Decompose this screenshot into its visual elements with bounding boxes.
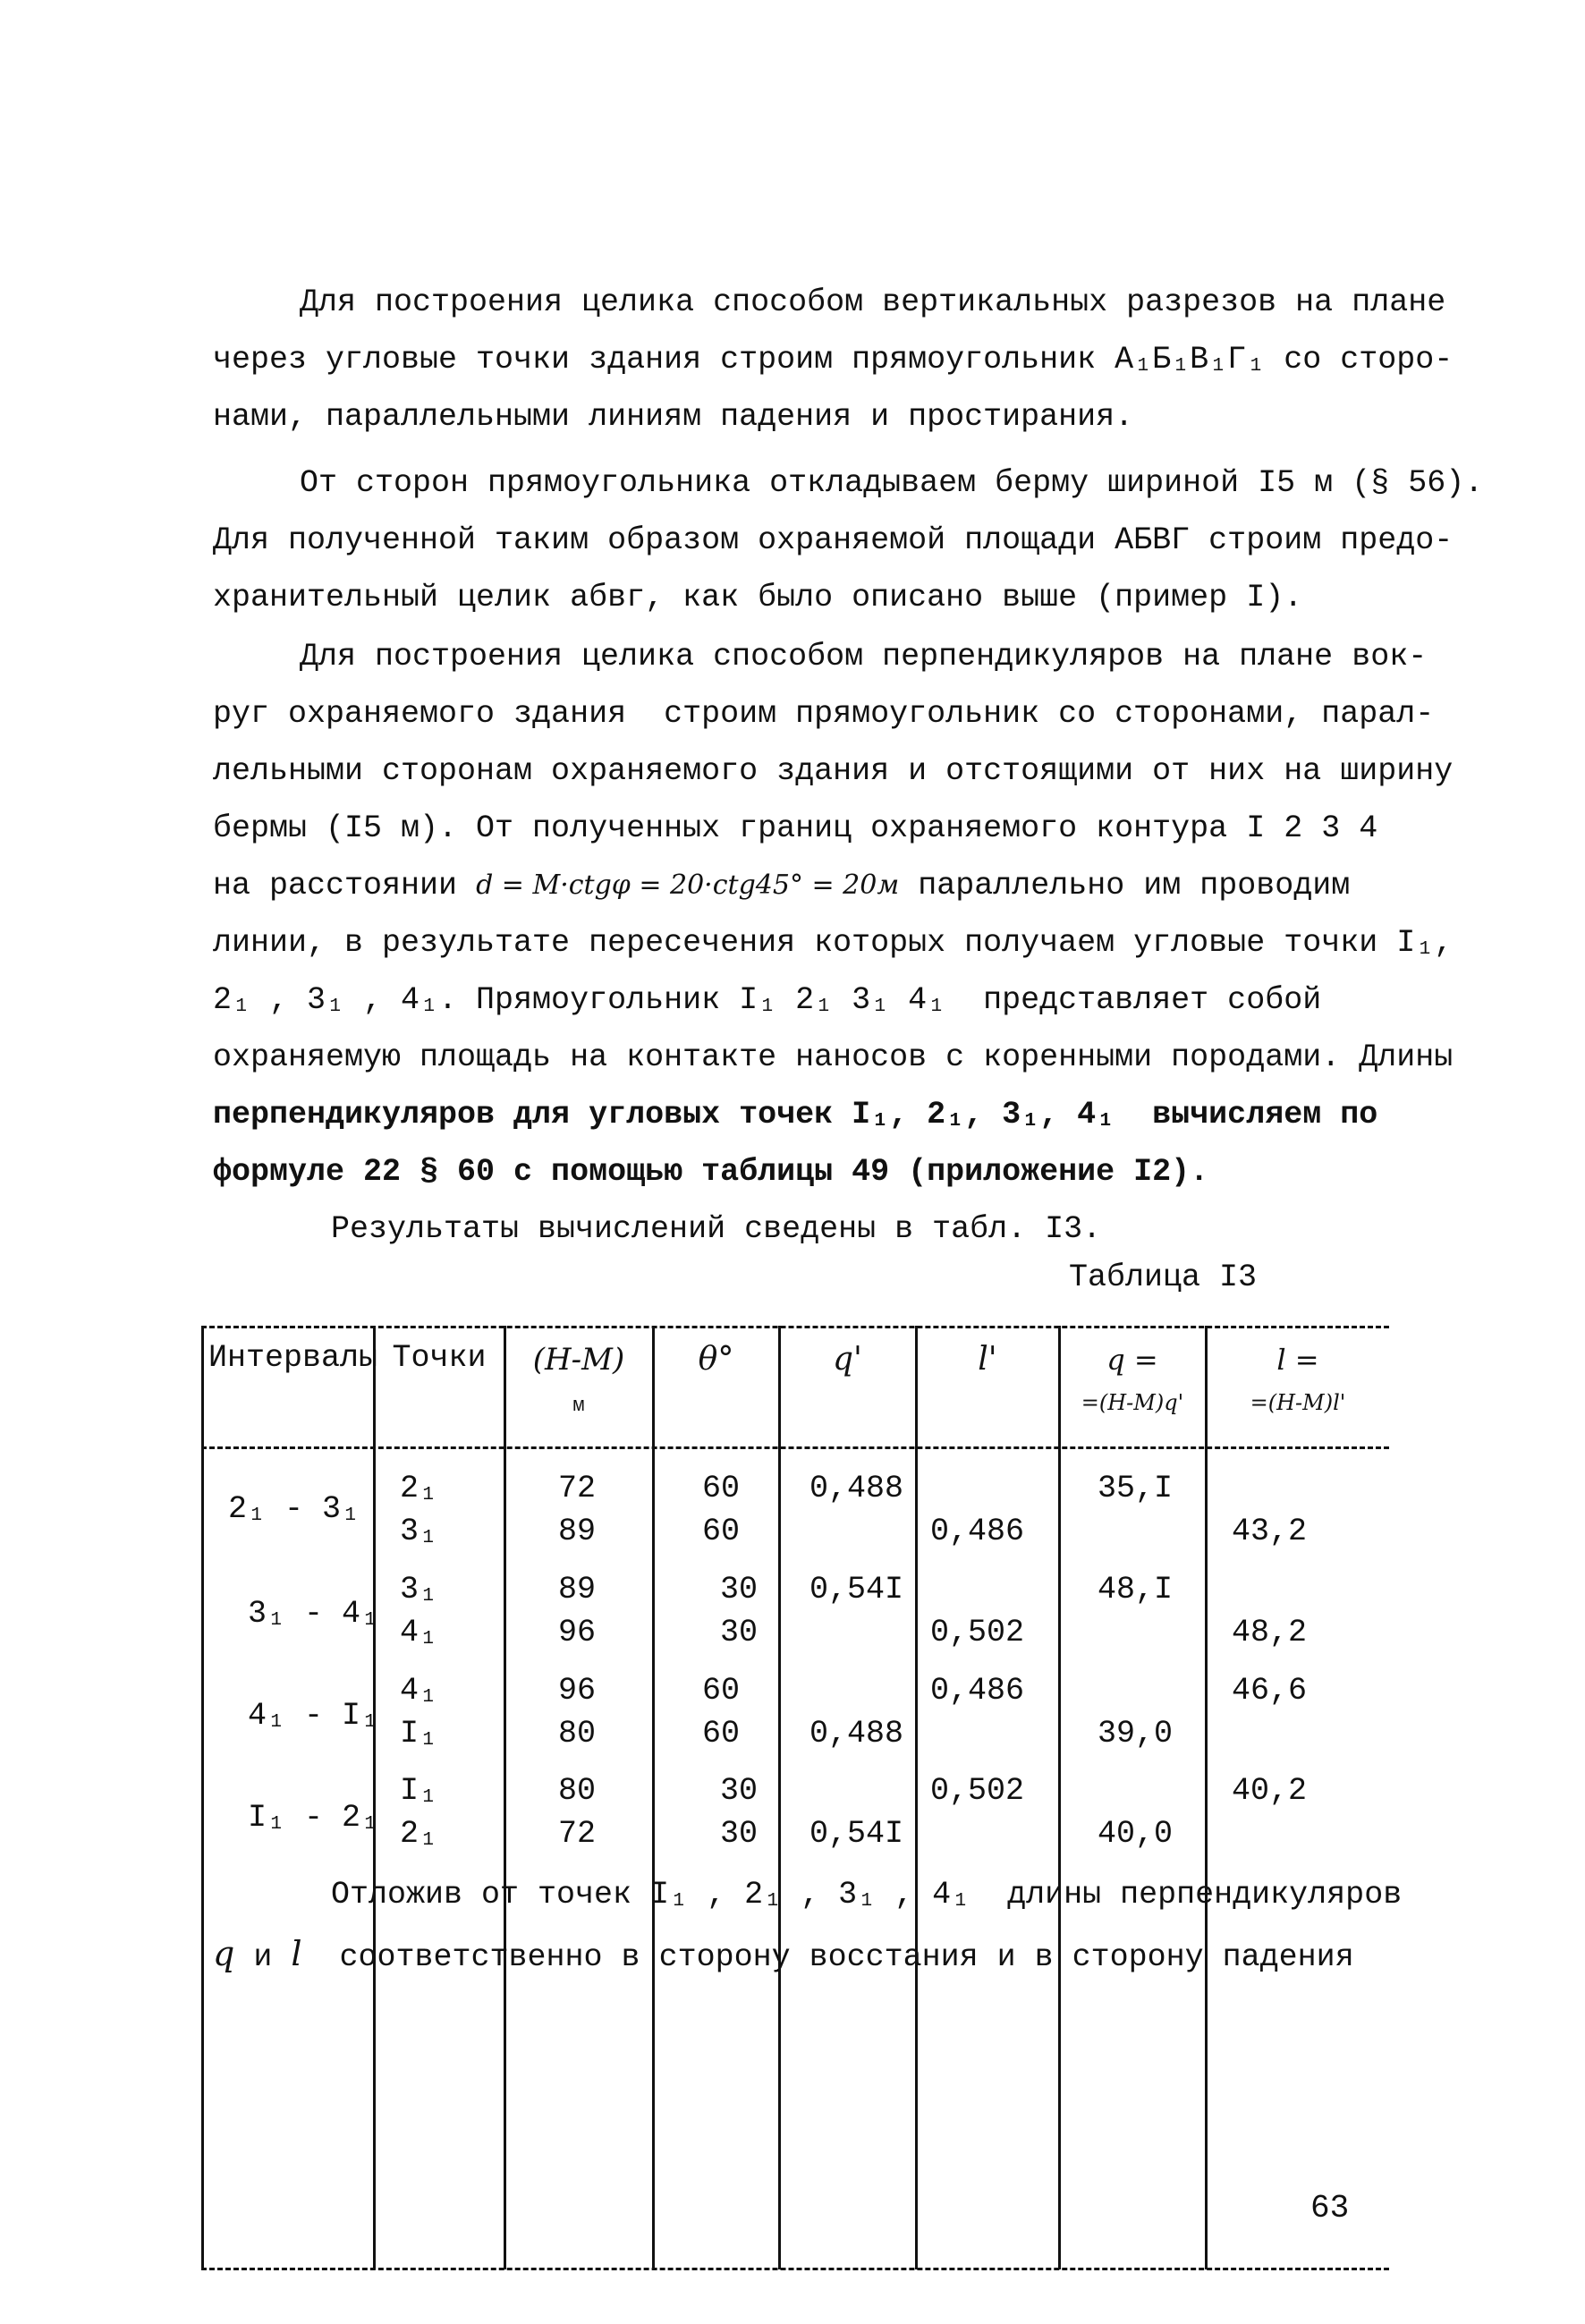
paragraph-3-line-4: бермы (I5 м). От полученных границ охраняемого контура I 2 3 4	[213, 810, 1378, 846]
header-l-formula-top: l =	[1276, 1343, 1319, 1377]
interval-cell: 2₁ - 3₁	[228, 1491, 360, 1527]
hm-cell: 96	[557, 1673, 596, 1709]
hm-cell: 80	[557, 1773, 596, 1809]
header-hm: (H-M)	[532, 1342, 625, 1378]
l-prime-cell: 0,502	[930, 1773, 1025, 1809]
paragraph-3-line-3: лельными сторонам охраняемого здания и отстоящими от них на ширину	[213, 753, 1454, 789]
table-col-rule	[778, 1326, 781, 2269]
symbol-q: q	[213, 1934, 235, 1973]
theta-cell: 30	[720, 1816, 759, 1852]
paragraph-1-line-2: через угловые точки здания строим прямоугольник А₁Б₁В₁Г₁ со сторо-	[213, 342, 1454, 377]
q-cell: 48,I	[1098, 1572, 1174, 1607]
table-col-rule	[1058, 1326, 1061, 2269]
l-cell: 46,6	[1232, 1673, 1308, 1709]
theta-cell: 30	[720, 1572, 759, 1607]
table-col-rule	[373, 1326, 376, 2269]
handwritten-formula: d = M·ctgφ = 20·ctg45° = 20м	[476, 869, 900, 901]
table-rule-bottom	[201, 2268, 1389, 2270]
q-cell: 35,I	[1098, 1471, 1174, 1506]
paragraph-1-line-3: нами, параллельными линиям падения и простирания.	[213, 399, 1134, 435]
paragraph-3-line-8: охраняемую площадь на контакте наносов с коренными породами. Длины	[213, 1039, 1454, 1075]
l-prime-cell: 0,486	[930, 1514, 1025, 1549]
paragraph-3-line-1: Для построения целика способом перпендикуляров на плане вок-	[300, 639, 1428, 674]
theta-cell: 60	[702, 1716, 741, 1751]
l-prime-cell: 0,486	[930, 1673, 1025, 1709]
interval-cell: 4₁ - I₁	[248, 1698, 380, 1734]
interval-cell: 3₁ - 4₁	[248, 1596, 380, 1632]
l-cell: 48,2	[1232, 1615, 1308, 1650]
hm-cell: 89	[557, 1514, 596, 1549]
results-table	[201, 1326, 1389, 2296]
header-intervals: Интервалы	[208, 1340, 378, 1376]
theta-cell: 30	[720, 1773, 759, 1809]
q-cell: 39,0	[1098, 1716, 1174, 1751]
paragraph-3-line-9: перпендикуляров для угловых точек I₁, 2₁, 3₁, 4₁ вычисляем по	[213, 1097, 1378, 1132]
table-caption: Таблица I3	[1069, 1260, 1258, 1295]
paragraph-3-line-5	[213, 866, 1403, 905]
l-prime-cell: 0,502	[930, 1615, 1025, 1650]
l-cell: 43,2	[1232, 1514, 1308, 1549]
header-l-prime: l'	[978, 1341, 997, 1378]
symbol-l: l	[291, 1934, 302, 1973]
q-prime-cell: 0,488	[809, 1471, 904, 1506]
table-rule-top	[201, 1326, 1389, 1328]
point-cell: 3₁	[400, 1572, 438, 1607]
hm-cell: 96	[557, 1615, 596, 1650]
results-line: Результаты вычислений сведены в табл. I3.	[331, 1211, 1102, 1247]
point-cell: 3₁	[400, 1514, 438, 1549]
table-col-rule	[1205, 1326, 1208, 2269]
header-theta: θ°	[698, 1341, 734, 1378]
point-cell: I₁	[400, 1716, 438, 1751]
interval-cell: I₁ - 2₁	[248, 1800, 380, 1836]
theta-cell: 60	[702, 1471, 741, 1506]
table-col-rule	[504, 1326, 506, 2269]
text-rest: соответственно в сторону восстания и в сторону падения	[301, 1939, 1354, 1975]
after-table-line-1: Отложив от точек I₁ , 2₁ , 3₁ , 4₁ длины перпендикуляров	[331, 1877, 1403, 1913]
table-col-rule	[915, 1326, 918, 2269]
paragraph-3-line-10: формуле 22 § 60 с помощью таблицы 49 (приложение I2).	[213, 1154, 1209, 1190]
hm-cell: 80	[557, 1716, 596, 1751]
paragraph-3-line-6: линии, в результате пересечения которых получаем угловые точки I₁,	[213, 925, 1454, 961]
after-table-line-2	[213, 1934, 1403, 1977]
page-number: 63	[1310, 2190, 1350, 2226]
text-and: и	[234, 1939, 292, 1975]
table-col-rule	[201, 1326, 204, 2269]
header-l-formula-bottom: =(H-M)l'	[1250, 1390, 1346, 1415]
paragraph-2-line-3: хранительный целик абвг, как было описано выше (пример I).	[213, 580, 1303, 615]
text-pre-formula: на расстоянии	[213, 868, 477, 903]
l-cell: 40,2	[1232, 1773, 1308, 1809]
point-cell: 2₁	[400, 1816, 438, 1852]
q-prime-cell: 0,54I	[809, 1572, 904, 1607]
theta-cell: 30	[720, 1615, 759, 1650]
header-q-formula-bottom: =(H-M)q'	[1081, 1390, 1184, 1415]
point-cell: 4₁	[400, 1615, 438, 1650]
paragraph-1-line-1: Для построения целика способом вертикальных разрезов на плане	[300, 284, 1446, 320]
q-cell: 40,0	[1098, 1816, 1174, 1852]
point-cell: 4₁	[400, 1673, 438, 1709]
table-col-rule	[652, 1326, 655, 2269]
hm-cell: 72	[557, 1816, 596, 1852]
text-post-formula: параллельно им проводим	[899, 868, 1351, 903]
theta-cell: 60	[702, 1673, 741, 1709]
q-prime-cell: 0,488	[809, 1716, 904, 1751]
paragraph-2-line-1: От сторон прямоугольника откладываем берму шириной I5 м (§ 56).	[300, 465, 1484, 501]
paragraph-2-line-2: Для полученной таким образом охраняемой площади АБВГ строим предо-	[213, 522, 1454, 558]
hm-cell: 72	[557, 1471, 596, 1506]
paragraph-3-line-7: 2₁ , 3₁ , 4₁. Прямоугольник I₁ 2₁ 3₁ 4₁ представляет собой	[213, 982, 1322, 1018]
header-points: Точки	[392, 1340, 487, 1376]
header-hm-unit: м	[572, 1395, 585, 1417]
point-cell: I₁	[400, 1773, 438, 1809]
theta-cell: 60	[702, 1514, 741, 1549]
point-cell: 2₁	[400, 1471, 438, 1506]
table-rule-header	[201, 1446, 1389, 1449]
hm-cell: 89	[557, 1572, 596, 1607]
header-q-formula-top: q =	[1106, 1343, 1158, 1377]
paragraph-3-line-2: руг охраняемого здания строим прямоугольник со сторонами, парал-	[213, 696, 1435, 732]
header-q-prime: q'	[833, 1341, 862, 1378]
q-prime-cell: 0,54I	[809, 1816, 904, 1852]
